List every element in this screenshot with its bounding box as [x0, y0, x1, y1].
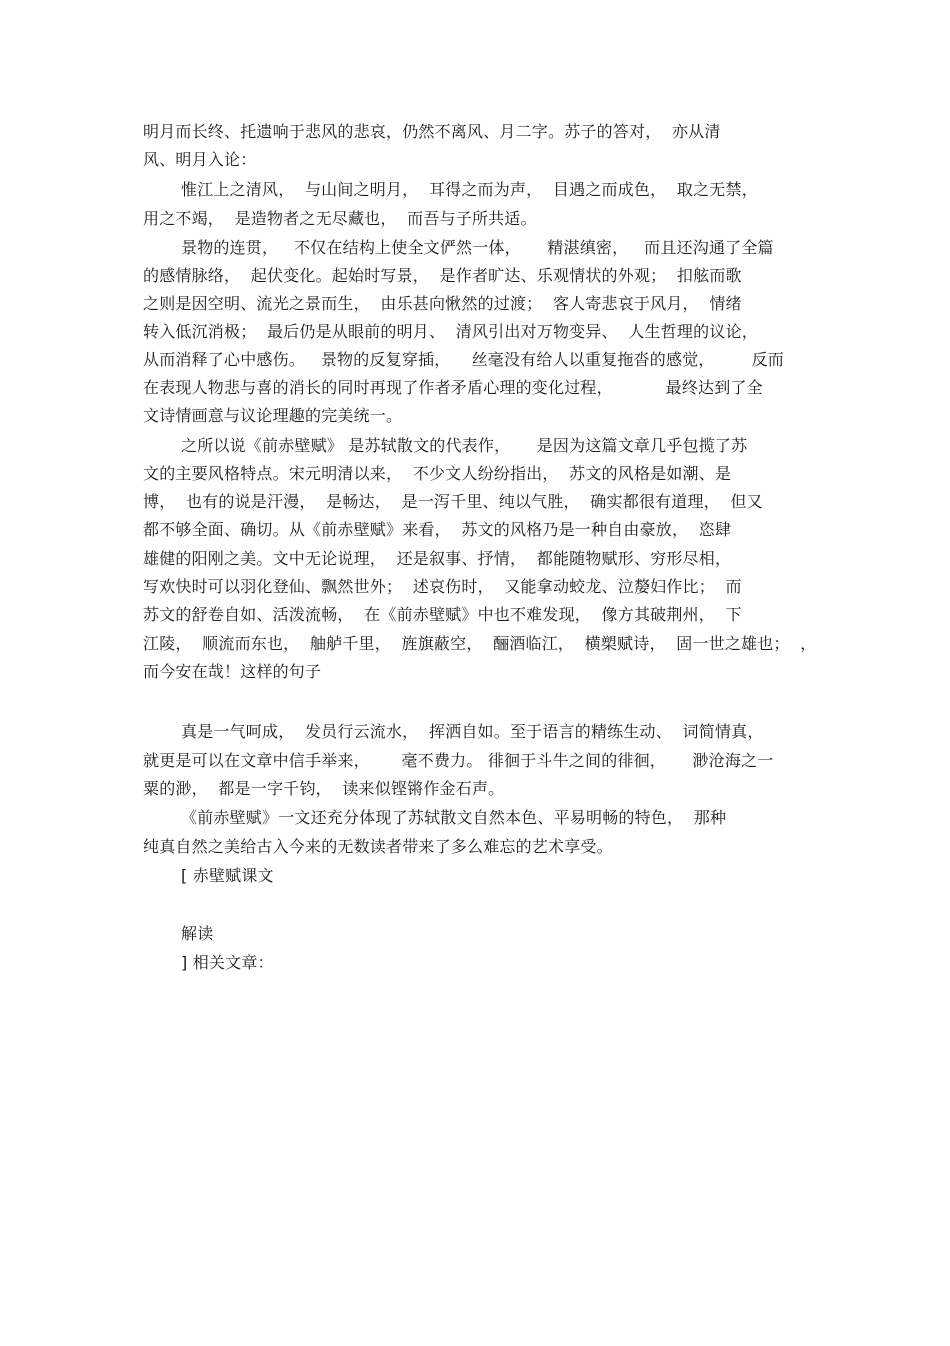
text-line: 纯真自然之美给古入今来的无数读者带来了多么难忘的艺术享受。	[143, 837, 613, 856]
text-line: 苏文的舒卷自如、活泼流畅， 在《前赤壁赋》中也不难发现， 像方其破荆州， 下	[143, 605, 742, 624]
text-line: 而今安在哉！这样的句子	[143, 662, 322, 681]
section-label: 解读	[181, 924, 214, 943]
text-line: 转入低沉消极； 最后仍是从眼前的明月、 清风引出对万物变异、 人生哲理的议论，	[143, 322, 758, 341]
text-line: 文诗情画意与议论理趣的完美统一。	[143, 406, 403, 425]
text-line: 博， 也有的说是汗漫， 是畅达， 是一泻千里、纯以气胜， 确实都很有道理， 但又	[143, 492, 763, 511]
text-line: 用之不竭， 是造物者之无尽藏也， 而吾与子所共适。	[143, 209, 537, 228]
paragraph-first-line: 惟江上之清风， 与山间之明月， 耳得之而为声， 目遇之而成色， 取之无禁，	[181, 180, 758, 199]
text-line: 之则是因空明、流光之景而生， 由乐甚向愀然的过渡； 客人寄悲哀于风月， 情绪	[143, 294, 742, 313]
paragraph-first-line: 真是一气呵成， 发员行云流水， 挥洒自如。至于语言的精练生动、 词简情真，	[181, 722, 764, 741]
text-line: 明月而长终、托遗响于悲风的悲哀，仍然不离风、月二字。苏子的答对， 亦从清	[143, 122, 721, 141]
related-articles-label: ] 相关文章：	[181, 953, 274, 972]
text-line: 雄健的阳刚之美。文中无论说理， 还是叙事、抒情， 都能随物赋形、穷形尽相，	[143, 549, 732, 568]
paragraph-first-line: 《前赤壁赋》一文还充分体现了苏轼散文自然本色、平易明畅的特色， 那种	[181, 808, 727, 827]
text-line: 写欢快时可以羽化登仙、飘然世外； 述哀伤时， 又能拿动蛟龙、泣嫠妇作比； 而	[143, 577, 742, 596]
text-line: 在表现人物悲与喜的消长的同时再现了作者矛盾心理的变化过程， 最终达到了全	[143, 378, 763, 397]
text-line: 江陵， 顺流而东也， 舳舻千里， 旌旗蔽空， 酾酒临江， 横槊赋诗， 固一世之雄也； ，	[143, 634, 817, 653]
text-line: 就更是可以在文章中信手举来， 毫不费力。 徘徊于斗牛之间的徘徊， 渺沧海之一	[143, 751, 774, 770]
text-line: 的感情脉络， 起伏变化。起始时写景， 是作者旷达、乐观情状的外观； 扣舷而歌	[143, 266, 742, 285]
section-label: [ 赤壁赋课文	[181, 866, 274, 885]
text-line: 文的主要风格特点。宋元明清以来， 不少文人纷纷指出， 苏文的风格是如潮、是	[143, 464, 732, 483]
text-line: 粟的渺， 都是一字千钧， 读来似铿锵作金石声。	[143, 779, 505, 798]
text-line: 从而消释了心中感伤。 景物的反复穿插， 丝毫没有给人以重复拖沓的感觉， 反而	[143, 350, 785, 369]
text-line: 都不够全面、确切。从《前赤壁赋》来看， 苏文的风格乃是一种自由豪放， 恣肆	[143, 520, 732, 539]
paragraph-first-line: 景物的连贯， 不仅在结构上使全文俨然一体， 精湛缜密， 而且还沟通了全篇	[181, 238, 774, 257]
text-line: 风、明月入论：	[143, 150, 257, 169]
paragraph-first-line: 之所以说《前赤壁赋》 是苏轼散文的代表作， 是因为这篇文章几乎包揽了苏	[181, 436, 748, 455]
